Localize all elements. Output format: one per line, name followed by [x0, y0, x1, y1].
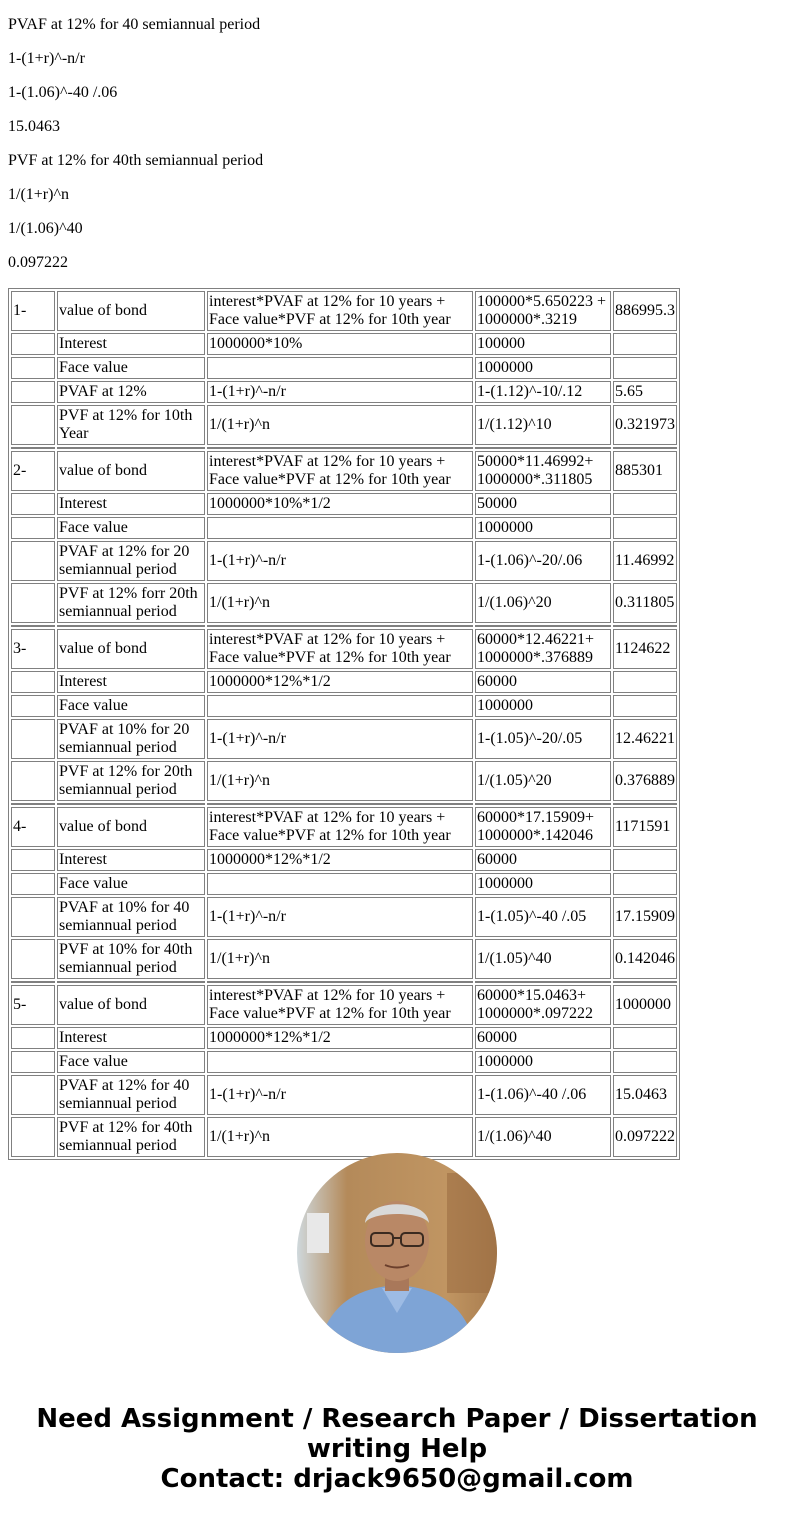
item-cell: Face value	[57, 1051, 205, 1073]
row-number-cell: 4-	[11, 807, 55, 847]
contact-banner	[0, 1404, 794, 1494]
computation-cell: 60000	[475, 849, 611, 871]
table-row	[11, 451, 677, 491]
formula-cell: interest*PVAF at 12% for 10 years + Face value*PVF at 12% for 10th year	[207, 985, 473, 1025]
item-cell: Face value	[57, 517, 205, 539]
table-row	[11, 291, 677, 331]
intro-line: 1-(1+r)^-n/r	[8, 50, 85, 67]
item-cell: Face value	[57, 873, 205, 895]
row-number-cell: 5-	[11, 985, 55, 1025]
computation-cell: 1000000	[475, 873, 611, 895]
table-row	[11, 1027, 677, 1049]
row-number-cell: 2-	[11, 451, 55, 491]
result-cell: 0.321973	[613, 405, 677, 445]
item-cell: Interest	[57, 849, 205, 871]
formula-cell: 1-(1+r)^-n/r	[207, 1075, 473, 1115]
result-cell	[613, 849, 677, 871]
item-cell: PVAF at 12% for 40 semiannual period	[57, 1075, 205, 1115]
result-cell	[613, 517, 677, 539]
table-row	[11, 1117, 677, 1157]
table-row	[11, 873, 677, 895]
table-row	[11, 985, 677, 1025]
section-separator	[11, 625, 677, 627]
result-cell: 886995.3	[613, 291, 677, 331]
table-row	[11, 333, 677, 355]
table-row	[11, 1075, 677, 1115]
author-avatar	[297, 1153, 497, 1353]
formula-cell: interest*PVAF at 12% for 10 years + Face value*PVF at 12% for 10th year	[207, 807, 473, 847]
item-cell: Interest	[57, 493, 205, 515]
result-cell: 17.15909	[613, 897, 677, 937]
formula-cell: 1-(1+r)^-n/r	[207, 719, 473, 759]
separator-cell	[57, 447, 205, 449]
row-number-cell: 3-	[11, 629, 55, 669]
computation-cell: 1-(1.05)^-40 /.05	[475, 897, 611, 937]
result-cell: 0.376889	[613, 761, 677, 801]
computation-cell: 60000	[475, 1027, 611, 1049]
separator-cell	[475, 625, 611, 627]
computation-cell: 1000000	[475, 517, 611, 539]
item-cell: Face value	[57, 357, 205, 379]
formula-cell: 1000000*10%*1/2	[207, 493, 473, 515]
bond-valuation-table	[8, 288, 680, 1160]
item-cell: value of bond	[57, 629, 205, 669]
result-cell: 11.46992	[613, 541, 677, 581]
item-cell: Face value	[57, 695, 205, 717]
row-number-cell	[11, 719, 55, 759]
table-row	[11, 629, 677, 669]
row-number-cell	[11, 1075, 55, 1115]
computation-cell: 1-(1.06)^-20/.06	[475, 541, 611, 581]
row-number-cell	[11, 381, 55, 403]
formula-cell: interest*PVAF at 12% for 10 years + Face value*PVF at 12% for 10th year	[207, 451, 473, 491]
table-row	[11, 719, 677, 759]
result-cell: 12.46221	[613, 719, 677, 759]
result-cell: 1171591	[613, 807, 677, 847]
computation-cell: 1000000	[475, 1051, 611, 1073]
row-number-cell	[11, 849, 55, 871]
intro-line: 1/(1.06)^40	[8, 220, 83, 237]
separator-cell	[57, 625, 205, 627]
computation-cell: 1-(1.06)^-40 /.06	[475, 1075, 611, 1115]
row-number-cell	[11, 761, 55, 801]
computation-cell: 60000*15.0463+ 1000000*.097222	[475, 985, 611, 1025]
section-separator	[11, 803, 677, 805]
separator-cell	[207, 803, 473, 805]
formula-cell: 1-(1+r)^-n/r	[207, 381, 473, 403]
item-cell: PVAF at 10% for 20 semiannual period	[57, 719, 205, 759]
table-row	[11, 583, 677, 623]
separator-cell	[475, 981, 611, 983]
intro-line: 0.097222	[8, 254, 68, 271]
intro-line: 15.0463	[8, 118, 60, 135]
table-row	[11, 357, 677, 379]
intro-line: 1/(1+r)^n	[8, 186, 69, 203]
row-number-cell	[11, 493, 55, 515]
section-separator	[11, 447, 677, 449]
separator-cell	[11, 625, 55, 627]
intro-block	[8, 16, 786, 272]
separator-cell	[11, 447, 55, 449]
formula-cell: 1000000*12%*1/2	[207, 671, 473, 693]
computation-cell: 1/(1.06)^40	[475, 1117, 611, 1157]
result-cell: 15.0463	[613, 1075, 677, 1115]
result-cell: 5.65	[613, 381, 677, 403]
item-cell: PVF at 12% for 40th semiannual period	[57, 1117, 205, 1157]
intro-line: PVAF at 12% for 40 semiannual period	[8, 16, 261, 33]
formula-cell: interest*PVAF at 12% for 10 years + Face value*PVF at 12% for 10th year	[207, 291, 473, 331]
formula-cell	[207, 517, 473, 539]
separator-cell	[207, 447, 473, 449]
result-cell: 0.097222	[613, 1117, 677, 1157]
computation-cell: 50000*11.46992+ 1000000*.311805	[475, 451, 611, 491]
item-cell: PVAF at 12%	[57, 381, 205, 403]
separator-cell	[57, 981, 205, 983]
banner-contact-line: Contact: drjack9650@gmail.com	[160, 1464, 634, 1494]
separator-cell	[207, 981, 473, 983]
row-number-cell	[11, 405, 55, 445]
item-cell: PVF at 12% forr 20th semiannual period	[57, 583, 205, 623]
result-cell: 885301	[613, 451, 677, 491]
result-cell	[613, 695, 677, 717]
row-number-cell	[11, 671, 55, 693]
result-cell: 0.311805	[613, 583, 677, 623]
row-number-cell	[11, 357, 55, 379]
separator-cell	[613, 981, 677, 983]
computation-cell: 60000	[475, 671, 611, 693]
separator-cell	[57, 803, 205, 805]
document-content	[8, 0, 786, 1160]
item-cell: Interest	[57, 671, 205, 693]
result-cell	[613, 1027, 677, 1049]
computation-cell: 1000000	[475, 357, 611, 379]
section-separator	[11, 981, 677, 983]
formula-cell: 1/(1+r)^n	[207, 583, 473, 623]
separator-cell	[207, 625, 473, 627]
result-cell	[613, 873, 677, 895]
table-row	[11, 695, 677, 717]
result-cell: 1000000	[613, 985, 677, 1025]
table-row	[11, 405, 677, 445]
row-number-cell	[11, 517, 55, 539]
table-row	[11, 381, 677, 403]
row-number-cell	[11, 897, 55, 937]
computation-cell: 1000000	[475, 695, 611, 717]
computation-cell: 1/(1.06)^20	[475, 583, 611, 623]
formula-cell: 1-(1+r)^-n/r	[207, 541, 473, 581]
intro-line: PVF at 12% for 40th semiannual period	[8, 152, 264, 169]
row-number-cell	[11, 1051, 55, 1073]
separator-cell	[613, 447, 677, 449]
row-number-cell	[11, 333, 55, 355]
result-cell	[613, 671, 677, 693]
computation-cell: 60000*17.15909+ 1000000*.142046	[475, 807, 611, 847]
row-number-cell	[11, 1117, 55, 1157]
formula-cell	[207, 1051, 473, 1073]
result-cell: 1124622	[613, 629, 677, 669]
row-number-cell: 1-	[11, 291, 55, 331]
formula-cell: 1000000*12%*1/2	[207, 849, 473, 871]
item-cell: value of bond	[57, 807, 205, 847]
item-cell: Interest	[57, 333, 205, 355]
row-number-cell	[11, 1027, 55, 1049]
formula-cell: 1/(1+r)^n	[207, 1117, 473, 1157]
item-cell: PVF at 10% for 40th semiannual period	[57, 939, 205, 979]
computation-cell: 1/(1.12)^10	[475, 405, 611, 445]
result-cell	[613, 357, 677, 379]
row-number-cell	[11, 583, 55, 623]
separator-cell	[475, 447, 611, 449]
result-cell	[613, 493, 677, 515]
result-cell	[613, 333, 677, 355]
item-cell: PVAF at 10% for 40 semiannual period	[57, 897, 205, 937]
computation-cell: 1/(1.05)^40	[475, 939, 611, 979]
formula-cell: interest*PVAF at 12% for 10 years + Face value*PVF at 12% for 10th year	[207, 629, 473, 669]
computation-cell: 100000	[475, 333, 611, 355]
table-row	[11, 761, 677, 801]
bond-valuation-table-body	[11, 291, 677, 1157]
avatar-photo	[297, 1153, 497, 1353]
row-number-cell	[11, 541, 55, 581]
table-row	[11, 939, 677, 979]
item-cell: Interest	[57, 1027, 205, 1049]
computation-cell: 50000	[475, 493, 611, 515]
formula-cell: 1000000*10%	[207, 333, 473, 355]
formula-cell: 1000000*12%*1/2	[207, 1027, 473, 1049]
formula-cell	[207, 357, 473, 379]
computation-cell: 1-(1.05)^-20/.05	[475, 719, 611, 759]
separator-cell	[11, 803, 55, 805]
table-row	[11, 849, 677, 871]
separator-cell	[613, 625, 677, 627]
table-row	[11, 1051, 677, 1073]
row-number-cell	[11, 695, 55, 717]
result-cell: 0.142046	[613, 939, 677, 979]
table-row	[11, 897, 677, 937]
separator-cell	[613, 803, 677, 805]
item-cell: value of bond	[57, 291, 205, 331]
formula-cell: 1/(1+r)^n	[207, 761, 473, 801]
separator-cell	[475, 803, 611, 805]
table-row	[11, 807, 677, 847]
result-cell	[613, 1051, 677, 1073]
item-cell: value of bond	[57, 985, 205, 1025]
intro-line: 1-(1.06)^-40 /.06	[8, 84, 118, 101]
computation-cell: 1-(1.12)^-10/.12	[475, 381, 611, 403]
computation-cell: 100000*5.650223 + 1000000*.3219	[475, 291, 611, 331]
banner-line: Need Assignment / Research Paper / Dissertation	[36, 1404, 758, 1434]
formula-cell: 1/(1+r)^n	[207, 405, 473, 445]
formula-cell: 1/(1+r)^n	[207, 939, 473, 979]
computation-cell: 1/(1.05)^20	[475, 761, 611, 801]
item-cell: PVF at 12% for 10th Year	[57, 405, 205, 445]
table-row	[11, 493, 677, 515]
table-row	[11, 517, 677, 539]
item-cell: PVAF at 12% for 20 semiannual period	[57, 541, 205, 581]
formula-cell	[207, 873, 473, 895]
row-number-cell	[11, 873, 55, 895]
item-cell: PVF at 12% for 20th semiannual period	[57, 761, 205, 801]
formula-cell	[207, 695, 473, 717]
table-row	[11, 671, 677, 693]
table-row	[11, 541, 677, 581]
formula-cell: 1-(1+r)^-n/r	[207, 897, 473, 937]
separator-cell	[11, 981, 55, 983]
row-number-cell	[11, 939, 55, 979]
computation-cell: 60000*12.46221+ 1000000*.376889	[475, 629, 611, 669]
item-cell: value of bond	[57, 451, 205, 491]
banner-line: writing Help	[306, 1434, 488, 1464]
